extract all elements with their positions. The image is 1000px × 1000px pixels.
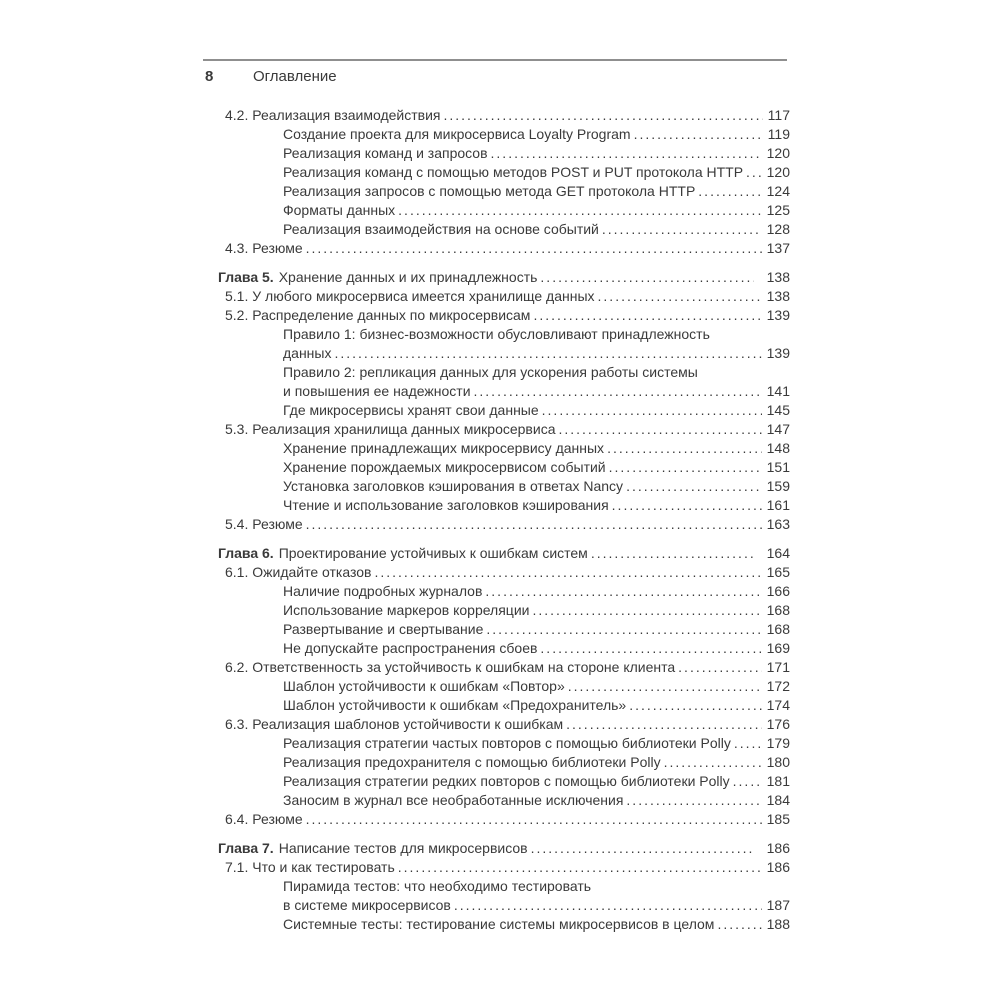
toc-page-number: 161: [766, 497, 790, 513]
toc-page-number: 145: [766, 402, 790, 418]
toc-row: [218, 715, 790, 734]
toc-entry-label: 6.2. Ответственность за устойчивость к ошибкам на стороне клиента: [225, 659, 676, 675]
toc-row: [218, 753, 790, 772]
toc-dot-leader: [531, 839, 754, 858]
toc-row: [218, 106, 790, 125]
toc-page-number: 117: [767, 107, 790, 123]
toc-entry-label: 5.2. Распределение данных по микросервисам: [225, 307, 531, 323]
toc-dot-leader: [306, 515, 762, 534]
toc-page-number: 124: [766, 183, 790, 199]
toc-row: [218, 639, 790, 658]
toc-row: [218, 696, 790, 715]
toc-entry-label: Наличие подробных журналов: [283, 583, 483, 599]
toc-row: [218, 363, 790, 382]
toc-dot-leader: [634, 125, 763, 144]
toc-dot-leader: [533, 306, 761, 325]
toc-dot-leader: [568, 677, 762, 696]
toc-dot-leader: [598, 287, 762, 306]
toc-page-number: 174: [766, 697, 790, 713]
toc-row: [218, 620, 790, 639]
toc-dot-leader: [678, 658, 761, 677]
toc-entry-label: Использование маркеров корреляции: [283, 602, 530, 618]
toc-page-number: 164: [766, 545, 790, 561]
toc-row: [218, 810, 790, 829]
toc-entry-label: Хранение данных и их принадлежность: [278, 269, 538, 285]
toc-chapter-prefix: Глава 5.: [218, 269, 274, 285]
toc-dot-leader: [474, 382, 762, 401]
page-folio-number: 8: [205, 68, 214, 85]
toc-entry-label: Установка заголовков кэширования в ответах Nancy: [283, 478, 624, 494]
toc-row: [218, 582, 790, 601]
toc-entry-label: Реализация команд с помощью методов POST и PUT протокола HTTP: [283, 164, 744, 180]
toc-page-number: 147: [766, 421, 790, 437]
toc-entry-label: Написание тестов для микросервисов: [278, 840, 528, 856]
toc-page-number: 148: [766, 440, 790, 456]
toc-dot-leader: [626, 477, 762, 496]
toc-page-number: 169: [766, 640, 790, 656]
toc-chapter-prefix: Глава 7.: [218, 840, 274, 856]
toc-row: [218, 201, 790, 220]
toc-row: [218, 658, 790, 677]
toc-entry-label: Чтение и использование заголовков кэширования: [283, 497, 609, 513]
toc-dot-leader: [746, 163, 762, 182]
toc-entry-label: 5.1. У любого микросервиса имеется хранилище данных: [225, 288, 595, 304]
toc-page-number: 187: [766, 897, 790, 913]
toc-row: [218, 601, 790, 620]
toc-row: [218, 915, 790, 934]
toc-row: [218, 839, 790, 858]
toc-page-number: 139: [766, 345, 790, 361]
toc-entry-label: Реализация команд и запросов: [283, 145, 488, 161]
toc-row: [218, 268, 790, 287]
toc-page-number: 171: [766, 659, 790, 675]
toc-row: [218, 734, 790, 753]
toc-page-number: 168: [766, 602, 790, 618]
toc-dot-leader: [374, 563, 761, 582]
toc-page-number: 120: [766, 164, 790, 180]
toc-dot-leader: [566, 715, 762, 734]
toc-page-number: 165: [766, 564, 790, 580]
toc-entry-label: Реализация предохранителя с помощью библиотеки Polly: [283, 754, 661, 770]
toc-dot-leader: [629, 696, 761, 715]
toc-entry-label: Реализация стратегии редких повторов с помощью библиотеки Polly: [283, 773, 730, 789]
toc-list: [218, 106, 790, 934]
toc-row: [218, 220, 790, 239]
page-header: [205, 67, 337, 86]
toc-row: [218, 858, 790, 877]
toc-dot-leader: [734, 734, 762, 753]
toc-page-number: 120: [766, 145, 790, 161]
toc-row: [218, 896, 790, 915]
toc-dot-leader: [542, 401, 762, 420]
toc-dot-leader: [306, 239, 762, 258]
toc-dot-leader: [454, 896, 762, 915]
toc-dot-leader: [626, 791, 761, 810]
toc-dot-leader: [540, 639, 761, 658]
toc-dot-leader: [664, 753, 762, 772]
toc-entry-label: 4.2. Реализация взаимодействия: [225, 107, 441, 123]
toc-entry-label: Реализация стратегии частых повторов с помощью библиотеки Polly: [283, 735, 731, 751]
toc-row: [218, 677, 790, 696]
toc-entry-label: Пирамида тестов: что необходимо тестировать: [283, 878, 592, 894]
toc-page-number: 172: [766, 678, 790, 694]
toc-dot-leader: [612, 496, 762, 515]
toc-row: [218, 877, 790, 896]
toc-row: [218, 458, 790, 477]
toc-row: [218, 182, 790, 201]
toc-page-number: 176: [766, 716, 790, 732]
toc-row: [218, 144, 790, 163]
toc-entry-label: Шаблон устойчивости к ошибкам «Повтор»: [283, 678, 565, 694]
toc-entry-label: Шаблон устойчивости к ошибкам «Предохранитель»: [283, 697, 627, 713]
toc-dot-leader: [334, 344, 761, 363]
toc-row: [218, 163, 790, 182]
toc-page-number: 186: [766, 859, 790, 875]
toc-dot-leader: [607, 439, 762, 458]
toc-page-number: 138: [766, 269, 790, 285]
toc-page-number: 139: [766, 307, 790, 323]
toc-page-number: 128: [766, 221, 790, 237]
toc-page-number: 125: [766, 202, 790, 218]
toc-dot-leader: [443, 106, 762, 125]
toc-dot-leader: [717, 915, 761, 934]
toc-row: [218, 325, 790, 344]
toc-page-number: 119: [767, 126, 790, 142]
toc-page-number: 188: [766, 916, 790, 932]
toc-row: [218, 791, 790, 810]
toc-entry-label: 4.3. Резюме: [225, 240, 303, 256]
toc-page-number: 151: [766, 459, 790, 475]
toc-row: [218, 772, 790, 791]
toc-entry-label: Проектирование устойчивых к ошибкам систем: [278, 545, 588, 561]
toc-page-number: 179: [766, 735, 790, 751]
toc-entry-label: 6.1. Ожидайте отказов: [225, 564, 372, 580]
toc-entry-label: 5.4. Резюме: [225, 516, 303, 532]
toc-entry-label: Хранение порождаемых микросервисом событий: [283, 459, 606, 475]
toc-row: [218, 125, 790, 144]
toc-row: [218, 306, 790, 325]
toc-entry-label: Развертывание и свертывание: [283, 621, 484, 637]
header-rule: [203, 59, 787, 61]
toc-entry-label: Реализация взаимодействия на основе событий: [283, 221, 599, 237]
toc-row: [218, 287, 790, 306]
toc-dot-leader: [398, 201, 761, 220]
toc-row: [218, 239, 790, 258]
toc-entry-label: Где микросервисы хранят свои данные: [283, 402, 539, 418]
toc-page-number: 168: [766, 621, 790, 637]
toc-page-number: 138: [766, 288, 790, 304]
toc-row: [218, 420, 790, 439]
toc-page-number: 159: [766, 478, 790, 494]
toc-page-number: 184: [766, 792, 790, 808]
toc-row: [218, 544, 790, 563]
toc-row: [218, 401, 790, 420]
toc-entry-label: Заносим в журнал все необработанные исключения: [283, 792, 624, 808]
toc-entry-label: Хранение принадлежащих микросервису данных: [283, 440, 605, 456]
toc-entry-label: Реализация запросов с помощью метода GET протокола HTTP: [283, 183, 696, 199]
toc-row: [218, 563, 790, 582]
toc-row: [218, 382, 790, 401]
toc-entry-label: и повышения ее надежности: [283, 383, 471, 399]
toc-entry-label: данных: [283, 345, 332, 361]
toc-dot-leader: [485, 582, 761, 601]
toc-page-number: 141: [766, 383, 790, 399]
toc-row: [218, 477, 790, 496]
toc-row: [218, 344, 790, 363]
toc-dot-leader: [558, 420, 761, 439]
toc-page-number: 185: [766, 811, 790, 827]
toc-dot-leader: [733, 772, 762, 791]
toc-entry-label: Правило 1: бизнес-возможности обусловливают принадлежность: [283, 326, 710, 342]
toc-page-number: 180: [766, 754, 790, 770]
toc-page-number: 166: [766, 583, 790, 599]
running-head: Оглавление: [253, 68, 337, 85]
toc-dot-leader: [491, 144, 762, 163]
toc-entry-label: 6.3. Реализация шаблонов устойчивости к ошибкам: [225, 716, 564, 732]
toc-page-number: 186: [766, 840, 790, 856]
toc-entry-label: Правило 2: репликация данных для ускорения работы системы: [283, 364, 698, 380]
toc-page-number: 137: [766, 240, 790, 256]
toc-row: [218, 439, 790, 458]
toc-entry-label: 5.3. Реализация хранилища данных микросервиса: [225, 421, 556, 437]
toc-dot-leader: [602, 220, 762, 239]
toc-dot-leader: [591, 544, 754, 563]
toc-dot-leader: [532, 601, 761, 620]
toc-entry-label: Создание проекта для микросервиса Loyalty Program: [283, 126, 631, 142]
toc-entry-label: 6.4. Резюме: [225, 811, 303, 827]
toc-dot-leader: [540, 268, 753, 287]
toc-chapter-prefix: Глава 6.: [218, 545, 274, 561]
toc-page-number: 163: [766, 516, 790, 532]
toc-dot-leader: [486, 620, 761, 639]
toc-entry-label: в системе микросервисов: [283, 897, 451, 913]
toc-entry-label: Форматы данных: [283, 202, 396, 218]
toc-dot-leader: [306, 810, 762, 829]
toc-dot-leader: [398, 858, 762, 877]
toc-page-number: 181: [766, 773, 790, 789]
toc-row: [218, 515, 790, 534]
toc-entry-label: Не допускайте распространения сбоев: [283, 640, 538, 656]
toc-dot-leader: [609, 458, 762, 477]
toc-entry-label: 7.1. Что и как тестировать: [225, 859, 395, 875]
toc-dot-leader: [698, 182, 761, 201]
toc-row: [218, 496, 790, 515]
toc-entry-label: Системные тесты: тестирование системы микросервисов в целом: [283, 916, 715, 932]
